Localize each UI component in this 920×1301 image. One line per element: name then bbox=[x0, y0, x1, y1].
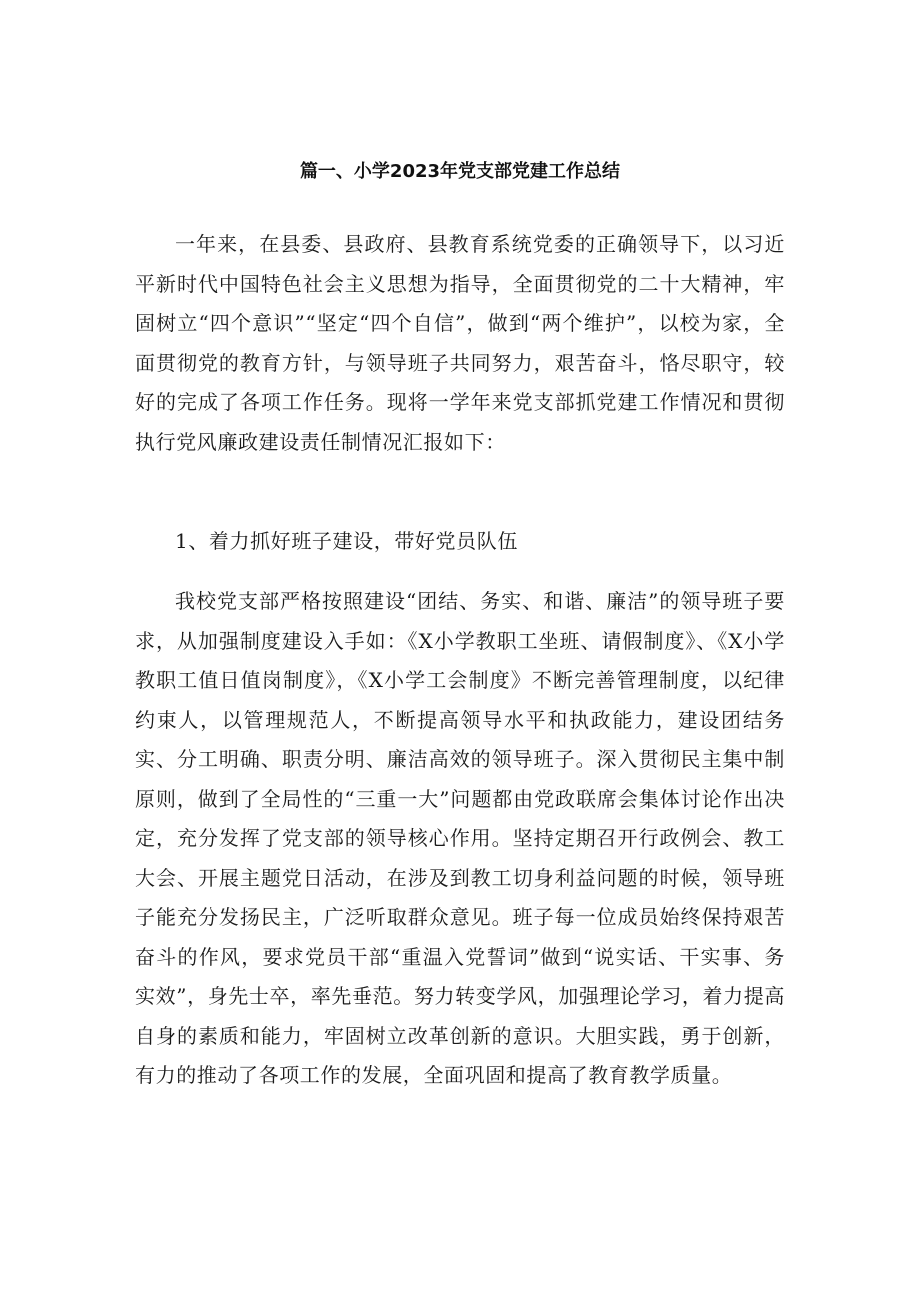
intro-paragraph: 一年来，在县委、县政府、县教育系统党委的正确领导下，以习近平新时代中国特色社会主义思想为指导，全面贯彻党的二十大精神，牢固树立“四个意识”“坚定“四个自信”，做到“两个维护”，以校为家，全面贯彻党的教育方针，与领导班子共同努力，艰苦奋斗，恪尽职守，较好的完成了各项工作任务。现将一学年来党支部抓党建工作情况和贯彻执行党风廉政建设责任制情况汇报如下： bbox=[135, 232, 785, 454]
section-1-heading: 1、着力抓好班子建设，带好党员队伍 bbox=[175, 529, 518, 553]
document-title: 篇一、小学2023年党支部党建工作总结 bbox=[299, 161, 621, 182]
section-1-paragraph: 我校党支部严格按照建设“团结、务实、和谐、廉洁”的领导班子要求，从加强制度建设入手如：《X小学教职工坐班、请假制度》、《X小学教职工值日值岗制度》，《X小学工会制度》不断完善管理制度，以纪律约束人，以管理规范人，不断提高领导水平和执政能力，建设团结务实、分工明确、职责分明、廉洁高效的领导班子。深入贯彻民主集中制原则，做到了全局性的“三重一大”问题都由党政联席会集体讨论作出决定，充分发挥了党支部的领导核心作用。坚持定期召开行政例会、教工大会、开展主题党日活动，在涉及到教工切身利益问题的时候，领导班子能充分发扬民主，广泛听取群众意见。班子每一位成员始终保持艰苦奋斗的作风，要求党员干部“重温入党誓词”做到“说实话、干实事、务实效”，身先士卒，率先垂范。努力转变学风，加强理论学习，着力提高自身的素质和能力，牢固树立改革创新的意识。大胆实践，勇于创新，有力的推动了各项工作的发展，全面巩固和提高了教育教学质量。 bbox=[135, 589, 785, 1087]
